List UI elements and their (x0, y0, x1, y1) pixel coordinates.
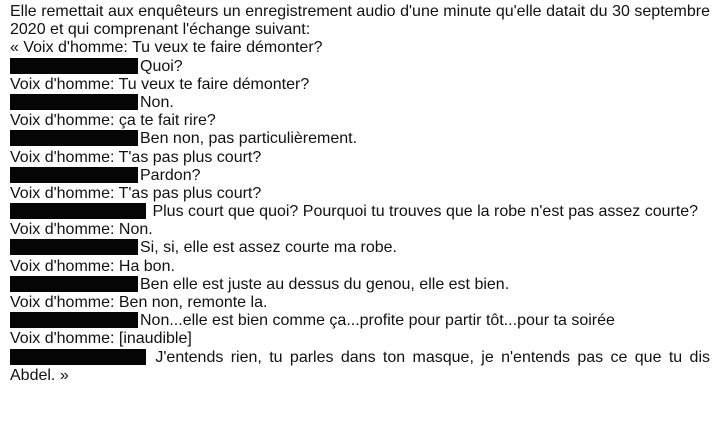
redaction-bar (10, 349, 146, 365)
transcript-line (10, 349, 710, 385)
line-text: Ben non, pas particulièrement. (140, 130, 358, 148)
transcript-line (10, 112, 710, 130)
line-text: J'entends rien, tu parles dans ton masque, je n'entends pas ce que tu dis Abdel. » (10, 348, 710, 384)
transcript-line (10, 221, 710, 239)
redaction-bar (10, 58, 138, 74)
line-text: Voix d'homme: T'as pas plus court? (10, 184, 262, 202)
line-text: Voix d'homme: Ben non, remonte la. (10, 294, 268, 312)
transcript-line (10, 294, 710, 312)
transcript-line (10, 276, 710, 294)
redaction-bar (10, 203, 146, 219)
document-excerpt (10, 3, 710, 385)
line-text: Non. (140, 93, 174, 111)
redaction-bar (10, 94, 138, 110)
transcript-line (10, 76, 710, 94)
transcript-line (10, 203, 710, 221)
line-text: Quoi? (140, 57, 183, 75)
transcript-line (10, 239, 710, 257)
transcript-line (10, 312, 710, 330)
line-text: Ben elle est juste au dessus du genou, elle est bien. (140, 275, 510, 293)
line-text: Non...elle est bien comme ça...profite pour partir tôt...pour ta soirée (140, 312, 615, 330)
line-text: Pardon? (140, 166, 201, 184)
transcript-line (10, 58, 710, 76)
line-text: Voix d'homme: ça te fait rire? (10, 112, 216, 130)
transcript-line (10, 94, 710, 112)
line-text: Plus court que quoi? Pourquoi tu trouves que la robe n'est pas assez courte? (148, 203, 699, 221)
transcript-line (10, 258, 710, 276)
transcript-line (10, 167, 710, 185)
transcript-line (10, 185, 710, 203)
redaction-bar (10, 167, 138, 183)
line-text: Voix d'homme: [inaudible] (10, 330, 192, 348)
intro-paragraph: Elle remettait aux enquêteurs un enregistrement audio d'une minute qu'elle datait du 30 septembre 2020 et qui comprenant l'échange suivant: (10, 3, 710, 39)
line-text: Voix d'homme: Tu veux te faire démonter? (10, 75, 310, 93)
line-text: Voix d'homme: Non. (10, 221, 153, 239)
redaction-bar (10, 130, 138, 146)
transcript-line (10, 39, 710, 57)
redaction-bar (10, 312, 138, 328)
line-text: Voix d'homme: Ha bon. (10, 257, 175, 275)
redaction-bar (10, 276, 138, 292)
line-text: « Voix d'homme: Tu veux te faire démonter? (10, 39, 323, 57)
transcript-line (10, 149, 710, 167)
line-text: Voix d'homme: T'as pas plus court? (10, 148, 262, 166)
transcript-line (10, 330, 710, 348)
line-text: Si, si, elle est assez courte ma robe. (140, 239, 397, 257)
transcript-line (10, 130, 710, 148)
redaction-bar (10, 239, 138, 255)
